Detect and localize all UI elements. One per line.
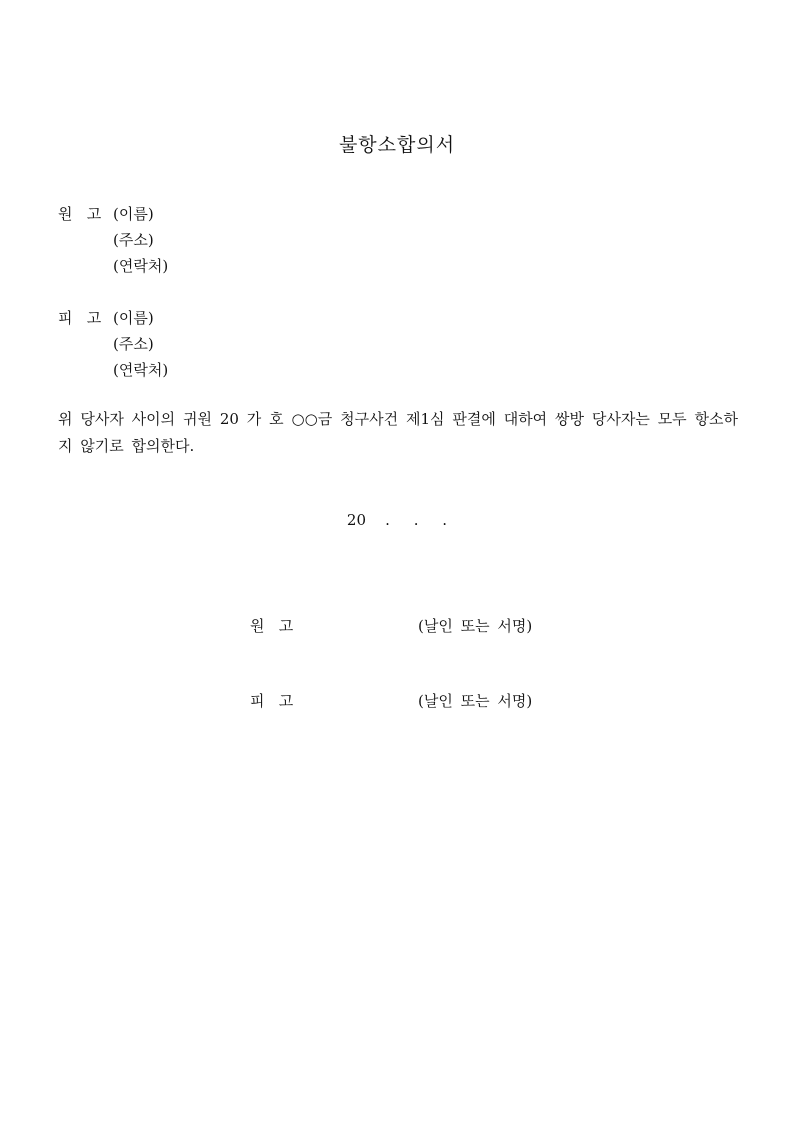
plaintiff-address-field: (주소) (113, 231, 154, 249)
plaintiff-contact-field: (연락처) (113, 257, 169, 275)
plaintiff-signature-role: 원 고 (250, 617, 294, 635)
plaintiff-signature-note: (날인 또는 서명) (418, 617, 533, 635)
document-title: 불항소합의서 (338, 134, 456, 156)
plaintiff-signature-row (250, 615, 570, 639)
defendant-signature-role: 피 고 (250, 692, 294, 710)
defendant-signature-note: (날인 또는 서명) (418, 692, 533, 710)
defendant-address-field: (주소) (113, 335, 154, 353)
defendant-contact-field: (연락처) (113, 361, 169, 379)
agreement-body: 위 당사자 사이의 귀원 20 가 호 ○○금 청구사건 제1심 판결에 대하여 쌍방 당사자는 모두 항소하지 않기로 합의한다. (58, 410, 738, 455)
defendant-signature-row (250, 690, 570, 714)
plaintiff-role-label: 원 고 (58, 205, 102, 223)
defendant-role-label: 피 고 (58, 309, 102, 327)
plaintiff-name-field: (이름) (113, 205, 154, 223)
plaintiff-fields (113, 201, 168, 279)
defendant-fields (113, 305, 168, 383)
defendant-name-field: (이름) (113, 309, 154, 327)
agreement-date: 20 . . . (346, 511, 448, 529)
